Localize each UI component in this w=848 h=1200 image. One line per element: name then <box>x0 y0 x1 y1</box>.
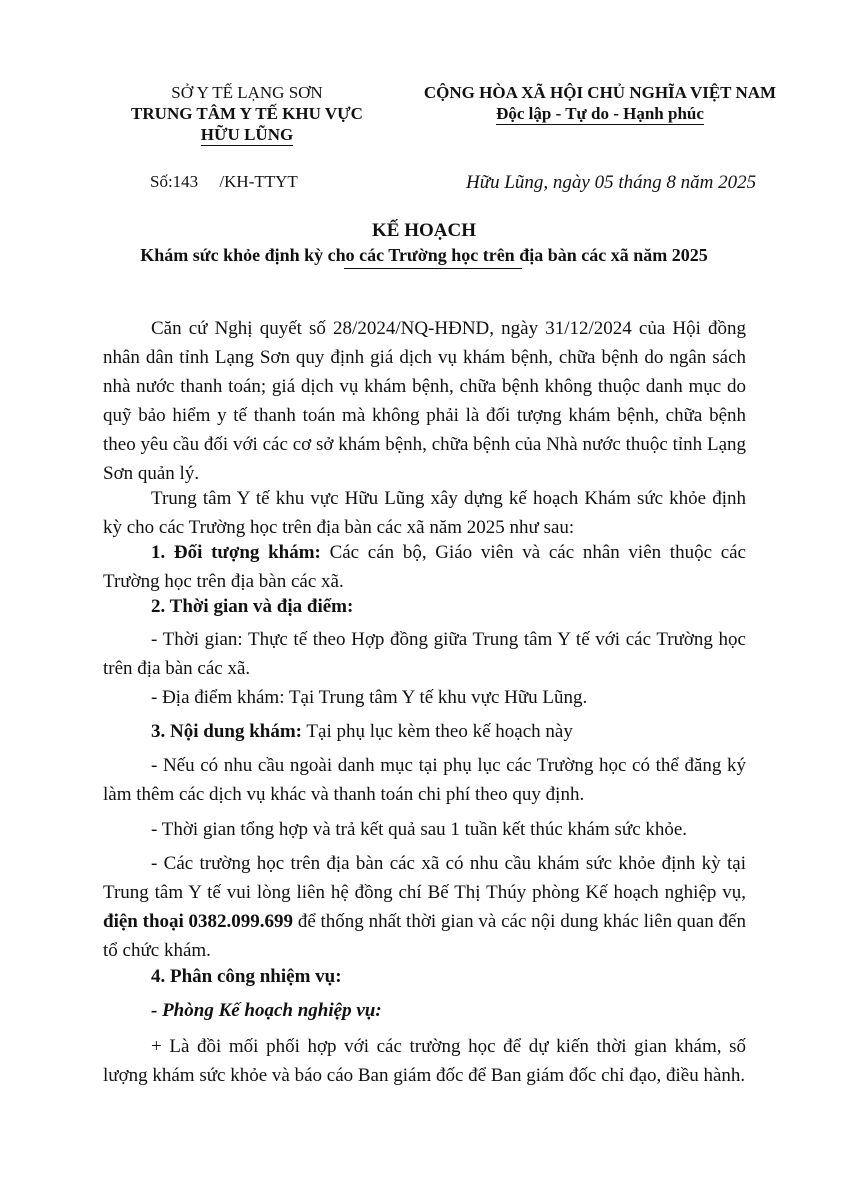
section-4-department: - Phòng Kế hoạch nghiệp vụ: <box>151 1000 382 1021</box>
national-motto <box>400 82 800 124</box>
section-4-heading: 4. Phân công nhiệm vụ: <box>151 966 342 987</box>
section-3-text: Tại phụ lục kèm theo kế hoạch này <box>302 721 573 742</box>
document-number: Số:143 /KH-TTYT <box>150 172 298 191</box>
document-title: KẾ HOẠCH <box>372 220 476 241</box>
issuing-authority <box>112 82 382 145</box>
place-and-date: Hữu Lũng, ngày 05 tháng 8 năm 2025 <box>466 172 757 193</box>
section-2-heading: 2. Thời gian và địa điểm: <box>151 596 354 617</box>
authority-line-1: SỞ Y TẾ LẠNG SƠN <box>171 83 323 102</box>
authority-line-3 <box>112 124 382 145</box>
country-name: CỘNG HÒA XÃ HỘI CHỦ NGHĨA VIỆT NAM <box>423 83 777 102</box>
contact-phone: điện thoại 0382.099.699 <box>103 911 294 932</box>
section-3-heading: 3. Nội dung khám: <box>151 721 302 742</box>
authority-line-2: TRUNG TÂM Y TẾ KHU VỰC <box>131 104 363 123</box>
motto-text: Độc lập - Tự do - Hạnh phúc <box>496 104 704 123</box>
legal-basis-paragraph: Căn cứ Nghị quyết số 28/2024/NQ-HĐND, ngày 31/12/2024 của Hội đồng nhân dân tỉnh Lạng Sơn quy định giá dịch vụ khám bệnh, chữa bệnh do ngân sách nhà nước thanh toán; giá dịch vụ khám bệnh, chữa bệnh không thuộc danh mục do quỹ bảo hiểm y tế thanh toán mà không phải là đối tượng khám bệnh, chữa bệnh theo yêu cầu đối với các cơ sở khám bệnh, chữa bệnh của Nhà nước thuộc tỉnh Lạng Sơn quản lý. <box>103 318 746 484</box>
section-3-result-time: - Thời gian tổng hợp và trả kết quả sau 1 tuần kết thúc khám sức khỏe. <box>151 819 688 840</box>
document-subtitle-wrap <box>0 245 848 266</box>
section-1-text: Các cán bộ, Giáo viên và các nhân viên thuộc các Trường học trên địa bàn các xã. <box>103 542 746 592</box>
section-1-heading: 1. Đối tượng khám: <box>151 542 321 563</box>
section-3 <box>103 717 746 746</box>
motto-line <box>400 103 800 124</box>
contact-text-b: để thống nhất thời gian và các nội dung khác liên quan đến tổ chức khám. <box>103 911 746 961</box>
section-3-contact <box>103 849 746 965</box>
intro-paragraph: Trung tâm Y tế khu vực Hữu Lũng xây dựng kế hoạch Khám sức khỏe định kỳ cho các Trường học trên địa bàn các xã năm 2025 như sau: <box>103 488 746 538</box>
title-underline <box>344 268 522 269</box>
section-3-extra-services: - Nếu có nhu cầu ngoài danh mục tại phụ lục các Trường học có thể đăng ký làm thêm các dịch vụ khác và thanh toán chi phí theo quy định. <box>103 755 746 805</box>
section-1 <box>103 538 746 596</box>
section-4-task-1: + Là đồi mối phối hợp với các trường học để dự kiến thời gian khám, số lượng khám sức khỏe và báo cáo Ban giám đốc để Ban giám đốc chỉ đạo, điều hành. <box>103 1036 746 1086</box>
authority-unit-name: HỮU LŨNG <box>200 125 294 144</box>
section-2-place: - Địa điểm khám: Tại Trung tâm Y tế khu vực Hữu Lũng. <box>151 687 588 708</box>
contact-text-a: - Các trường học trên địa bàn các xã có nhu cầu khám sức khỏe định kỳ tại Trung tâm Y tế vui lòng liên hệ đồng chí Bế Thị Thúy phòng Kế hoạch nghiệp vụ, <box>103 853 746 903</box>
section-2-time: - Thời gian: Thực tế theo Hợp đồng giữa Trung tâm Y tế với các Trường học trên địa bàn các xã. <box>103 629 746 679</box>
document-subtitle: Khám sức khỏe định kỳ cho các Trường học trên địa bàn các xã năm 2025 <box>140 245 708 265</box>
